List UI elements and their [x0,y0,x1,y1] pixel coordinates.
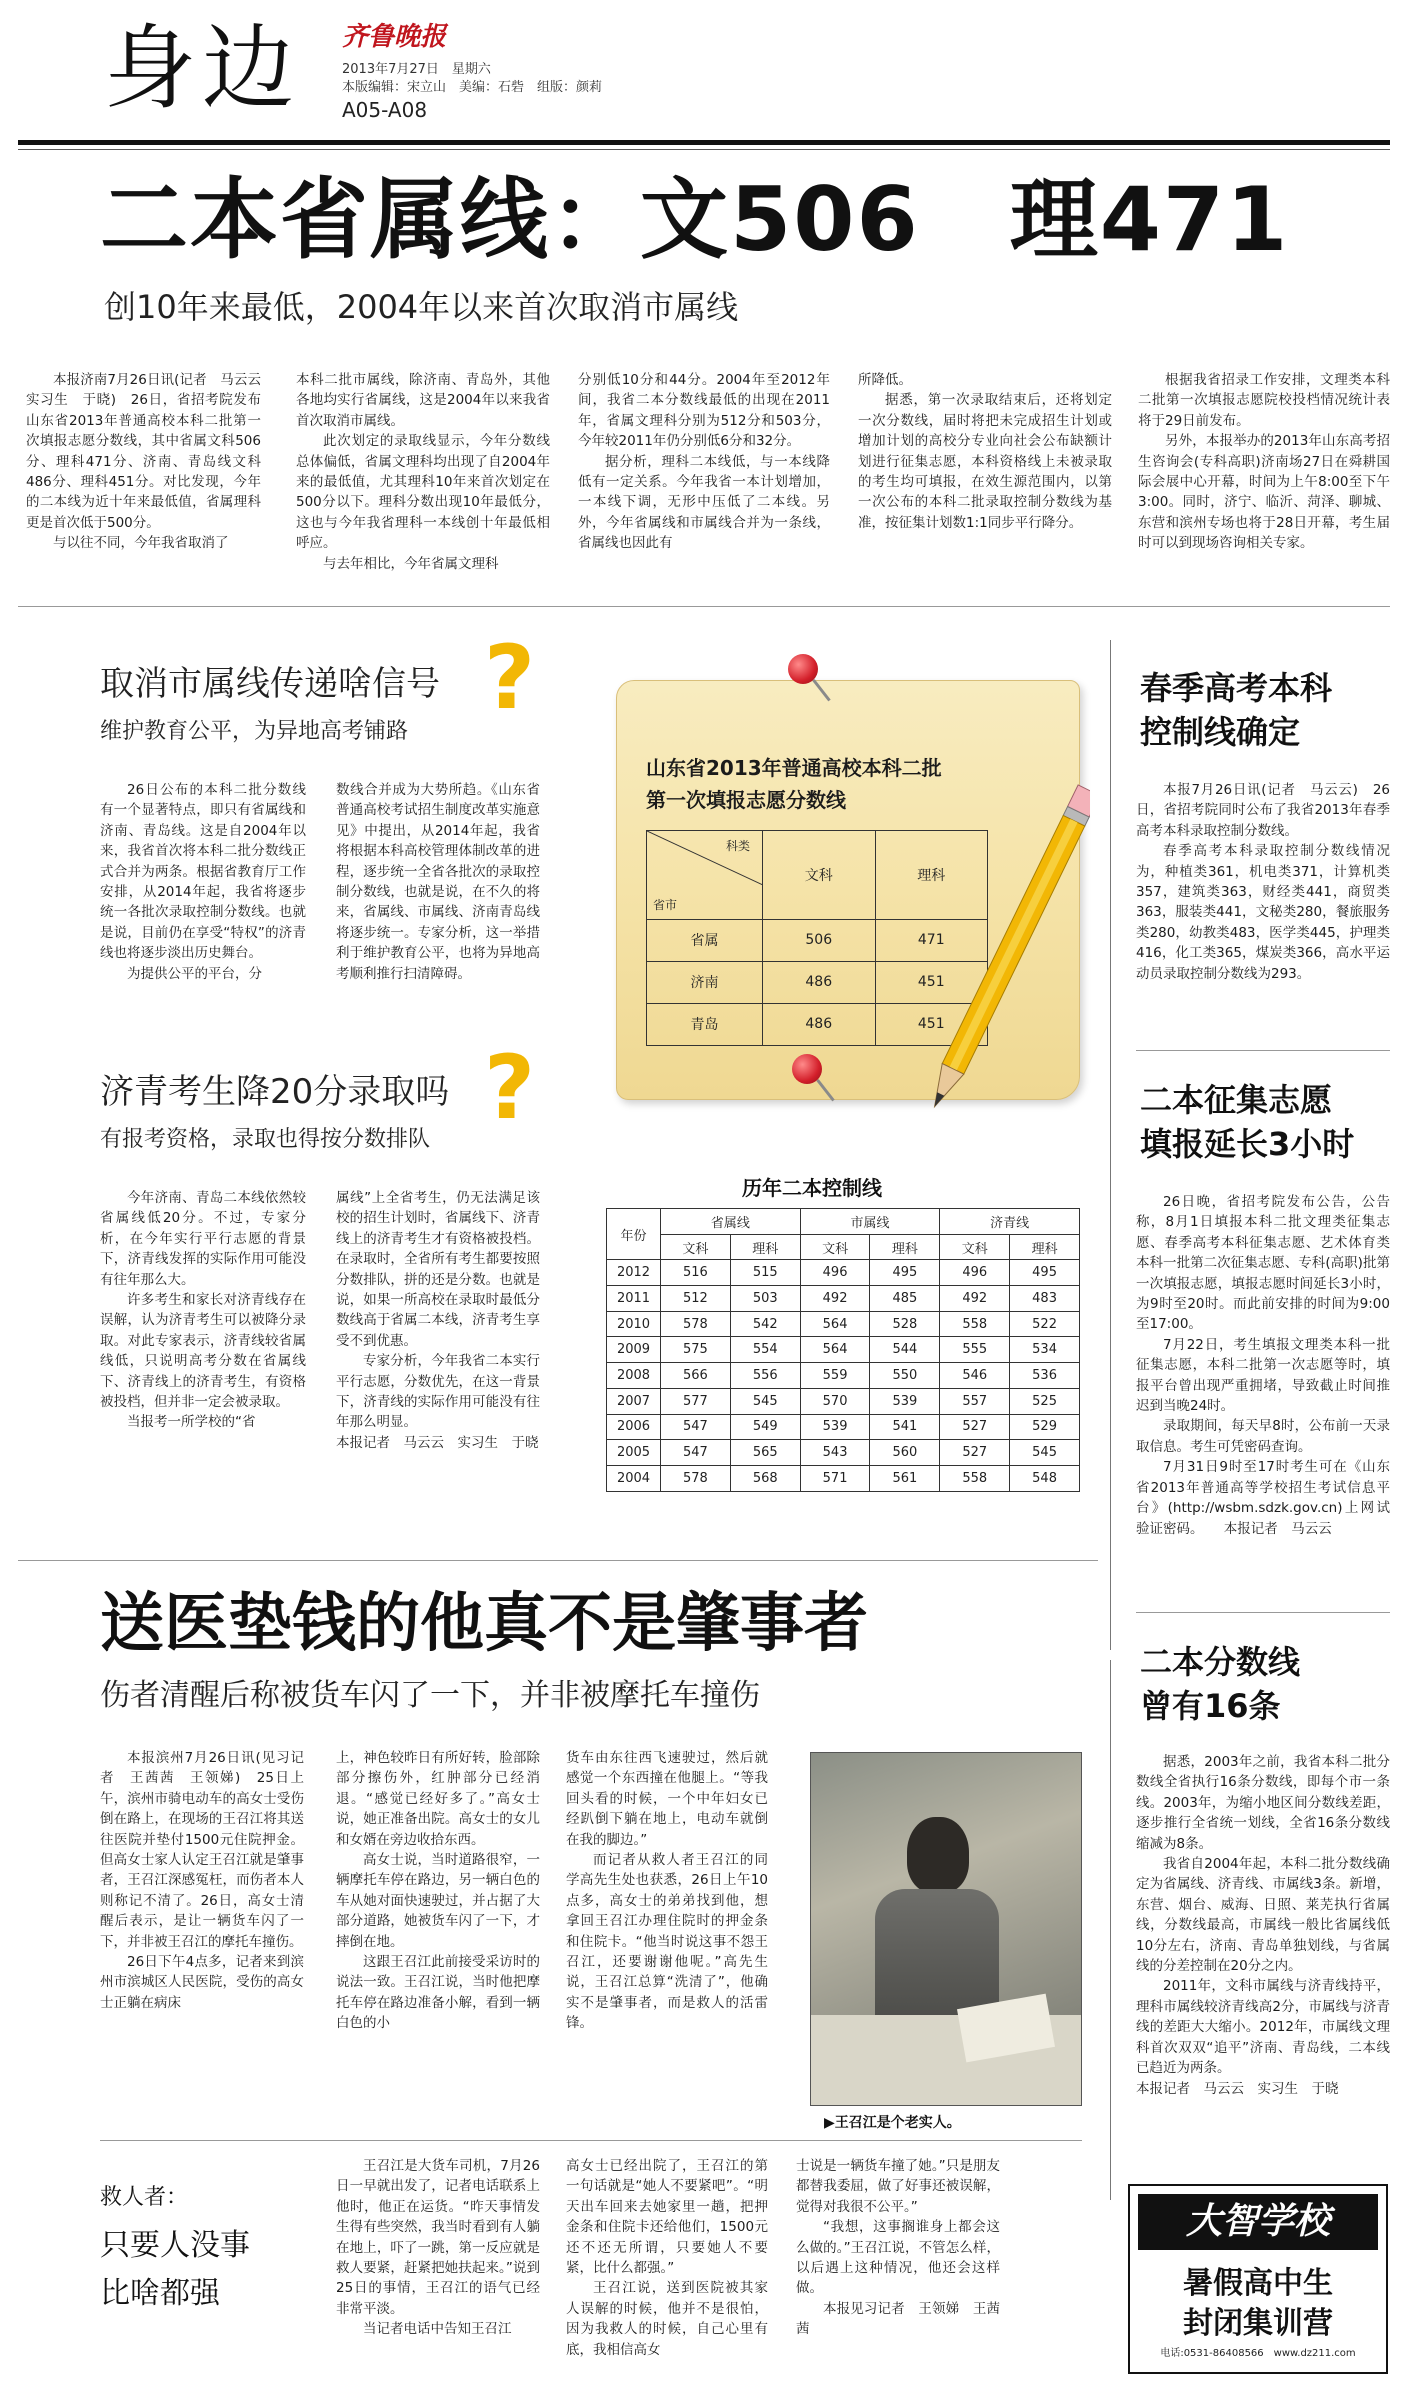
history-value-cell: 539 [800,1414,870,1440]
history-row [607,1311,1080,1337]
story2-column-1: 本报滨州7月26日讯(见习记者 王茜茜 王领娣) 25日上午，滨州市骑电动车的高女士受伤倒在路上，在现场的王召江将其送往医院并垫付1500元住院押金。但高女士家人认定王召江就是肇事者，王召江深感冤枉，而伤者本人则称记不清了。26日，高女士清醒后表示，是让一辆货车闪了一下，并非被王召江的摩托车撞伤。 26日下午4点多，记者来到滨州市滨城区人民医院，受伤的高女士正躺在病床 [100,1750,304,2011]
ad-brand: 大智学校 [1138,2194,1378,2250]
lead-column-5: 根据我省招录工作安排，文理类本科二批第一次填报志愿院校投档情况统计表将于29日前发布。 另外，本报举办的2013年山东高考招生咨询会(专科高职)济南场27日在舜耕国际会展中心开幕，时间为上午8:00至下午3:00。同时，济宁、临沂、菏泽、聊城、东营和滨州专场也将于28日开幕，考生届时可以到现场咨询相关专家。 [1138,372,1390,552]
history-value-cell: 527 [940,1440,1010,1466]
history-table: 年份 省属线 市属线 济青线 文科 理科 文科 理科 文科 理科 2012 516 515 496 495 496 495 2011 512 503 492 485 492 483 2010 578 542 564 528 558 522 2009 575 554 564 544 555 534 2008 566 556 559 550 546 536 2007 577 545 570 539 557 525 2006 547 549 539 541 527 529 2005 547 565 543 560 527 545 2004 578 568 571 561 558 548 [606,1208,1080,1492]
history-value-cell: 495 [870,1260,940,1286]
q1-title: 取消市属线传递啥信号 [100,664,440,704]
story2-bottom-column-2: 高女士已经出院了，王召江的第一句话就是“她人不要紧吧”。“明天出车回来去她家里一趟，把押金条和住院卡还给他们，1500元还不还无所谓，只要她人不要紧，比什么都强。” 王召江说，送到医院被其家人误解的时候，他并不是很怕，因为我救人的时候，自己心里有底，我相信高女 [566,2158,768,2358]
history-year-cell: 2006 [607,1414,661,1440]
history-value-cell: 542 [730,1311,800,1337]
history-value-cell: 559 [800,1363,870,1389]
history-row [607,1337,1080,1363]
history-value-cell: 560 [870,1440,940,1466]
history-year-cell: 2008 [607,1363,661,1389]
photo-person-head [907,1817,969,1893]
lead-subhead: 创10年来最低，2004年以来首次取消市属线 [104,288,739,326]
history-value-cell: 558 [940,1311,1010,1337]
history-value-cell: 496 [940,1260,1010,1286]
score-table-corner: 科类 省市 [647,831,763,920]
ad-contact: 电话:0531-86408566 www.dz211.com [1160,2348,1356,2359]
score-row: 省属 506 471 [647,919,988,961]
story2-bottom-column-3: 士说是一辆货车撞了她。”只是朋友都替我委屈，做了好事还被误解，觉得对我很不公平。” “我想，这事搁谁身上都会这么做的。”王召江说，不管怎么样，以后遇上这种情况，他还会这样做。 本报见习记者 王领娣 王茜茜 [796,2158,1000,2338]
history-value-cell: 578 [661,1465,731,1491]
q1-column-2: 数线合并成为大势所趋。《山东省普通高校考试招生制度改革实施意见》中提出，从2014年起，我省将根据本科高校管理体制改革的进程，逐步统一全省各批次的录取控制分数线，也就是说，在不久的将来，省属线、市属线、济南青岛线将逐步统一。专家分析，这一举措利于维护教育公平，也将为异地高考顺利推行扫清障碍。 [336,782,540,982]
lead-headline: 二本省属线：文506 理471 [100,168,1290,271]
history-value-cell: 496 [800,1260,870,1286]
history-row [607,1286,1080,1312]
sidebar-a3-title: 二本分数线 曾有16条 [1140,1643,1301,1725]
history-value-cell: 536 [1010,1363,1080,1389]
issue-date: 2013年7月27日 星期六 [342,62,491,77]
history-value-cell: 546 [940,1363,1010,1389]
history-value-cell: 550 [870,1363,940,1389]
history-value-cell: 568 [730,1465,800,1491]
history-year-cell: 2010 [607,1311,661,1337]
score-table: 科类 省市 文科 理科 省属 506 471 济南 486 451 青岛 486 451 [646,830,988,1046]
lead-column-3: 分别低10分和44分。2004年至2012年间，我省二本分数线最低的出现在2011年，省属文理科分别为512分和503分，今年较2011年仍分别低6分和32分。 据分析，理科二本线低，与一本线降低有一定关系。今年我省一本计划增加，一本线下调，无形中压低了二本线。另外，今年省属线和市属线合并为一条线，省属线也因此有 [578,372,830,552]
sidebar-divider [1110,640,1111,1650]
photo-caption: ▶王召江是个老实人。 [824,2115,961,2131]
quote-label: 救人者： [100,2185,189,2210]
history-row [607,1465,1080,1491]
history-value-cell: 558 [940,1465,1010,1491]
history-value-cell: 554 [730,1337,800,1363]
history-year-cell: 2005 [607,1440,661,1466]
history-year-cell: 2011 [607,1286,661,1312]
history-value-cell: 515 [730,1260,800,1286]
history-year-cell: 2007 [607,1388,661,1414]
history-value-cell: 485 [870,1286,940,1312]
q2-subtitle: 有报考资格，录取也得按分数排队 [100,1127,431,1152]
history-value-cell: 571 [800,1465,870,1491]
history-value-cell: 549 [730,1414,800,1440]
history-value-cell: 545 [730,1388,800,1414]
sidebar-a1-body: 本报7月26日讯(记者 马云云) 26日，省招考院同时公布了我省2013年春季高考本科录取控制分数线。 春季高考本科录取控制分数线情况为，种植类361，机电类371，计算机类357，建筑类363，财经类441，商贸类363，服装类441，文秘类280，餐旅服务类280，幼教类483，医学类445，护理类416，化工类365，煤炭类366，高水平运动员录取控制分数线为293。 [1136,782,1390,982]
history-value-cell: 561 [870,1465,940,1491]
history-value-cell: 503 [730,1286,800,1312]
history-row [607,1440,1080,1466]
history-year-cell: 2012 [607,1260,661,1286]
masthead-rule [18,140,1390,145]
history-row [607,1363,1080,1389]
pin-icon [784,652,844,712]
history-value-cell: 539 [870,1388,940,1414]
history-value-cell: 577 [661,1388,731,1414]
history-value-cell: 547 [661,1414,731,1440]
history-value-cell: 548 [1010,1465,1080,1491]
sidebar-a1-title: 春季高考本科 控制线确定 [1140,669,1333,751]
history-value-cell: 566 [661,1363,731,1389]
lead-column-1: 本报济南7月26日讯(记者 马云云 实习生 于晓) 26日，省招考院发布山东省2013年普通高校本科二批第一次填报志愿分数线，其中省属文科506分、理科471分、济南、青岛线文科486分、理科451分。对比发现，今年的二本线为近十年来最低值，省属理科更是首次低于500分。 与以往不同，今年我省取消了 [26,372,275,552]
story2-bottom-column-1: 王召江是大货车司机，7月26日一早就出发了，记者电话联系上他时，他正在运货。“昨天事情发生得有些突然，我当时看到有人躺在地上，吓了一跳，第一反应就是救人要紧，赶紧把她扶起来。”说到25日的事情，王召江的语气已经非常平淡。 当记者电话中告知王召江 [336,2158,540,2338]
history-value-cell: 564 [800,1311,870,1337]
editor-credits: 本版编辑：宋立山 美编：石砦 组版：颜莉 [342,80,603,95]
newspaper-logo: 齐鲁晚报 [342,22,447,52]
history-row [607,1260,1080,1286]
quote-line-1: 只要人没事 [100,2228,250,2263]
photo-wang-zhaojiang [810,1752,1082,2106]
story2-top-rule [18,1560,1098,1561]
score-card-title-1: 山东省2013年普通高校本科二批 [646,756,942,780]
history-year-cell: 2009 [607,1337,661,1363]
page-range: A05-A08 [342,98,428,122]
history-value-cell: 492 [940,1286,1010,1312]
pencil-icon [930,762,1090,1142]
q1-column-1: 26日公布的本科二批分数线有一个显著特点，即只有省属线和济南、青岛线。这是自2004年以来，我省首次将本科二批分数线正式合并为两条。根据省教育厅工作安排，从2014年起，我省将逐步统一各批次录取控制分数线。也就是说，目前仍在享受“特权”的济青线也将逐步淡出历史舞台。 为提供公平的平台，分 [100,782,306,982]
history-value-cell: 545 [1010,1440,1080,1466]
sidebar-a2-title: 二本征集志愿 填报延长3小时 [1140,1081,1355,1163]
history-value-cell: 527 [940,1414,1010,1440]
quote-line-2: 比啥都强 [100,2276,220,2311]
history-value-cell: 483 [1010,1286,1080,1312]
history-title: 历年二本控制线 [742,1176,882,1200]
history-value-cell: 555 [940,1337,1010,1363]
history-value-cell: 564 [800,1337,870,1363]
ad-line-2: 封闭集训营 [1183,2306,1333,2341]
sidebar-rule [1136,1050,1390,1051]
history-value-cell: 492 [800,1286,870,1312]
lead-column-4: 所降低。 据悉，第一次录取结束后，还将划定一次分数线，届时将把未完成招生计划或增加计划的高校分专业向社会公布缺额计划进行征集志愿，本科资格线上未被录取的考生均可填报，在效生源范围内，以第一次公布的本科二批录取控制分数线为基准，按征集计划数1:1同步平行降分。 [858,372,1112,531]
sidebar-a3-body: 据悉，2003年之前，我省本科二批分数线全省执行16条分数线，即每个市一条线。2003年，为缩小地区间分数线差距，逐步推行全省统一划线，全省16条分数线缩减为8条。 我省自2004年起，本科二批分数线确定为省属线、济青线、市属线3条。新增，东营、烟台、威海、日照、莱芜执行省属线，分数线最高，市属线一般比省属线低10分左右，济南、青岛单独划线，与省属线的分差控制在20分之内。 2011年，文科市属线与济青线持平，理科市属线较济青线高2分，市属线与济青线的差距大大缩小。2012年，市属线文理科首次双双“追平”济南、青岛线，二本线已趋近为两条。 本报记者 马云云 实习生 于晓 [1136,1754,1390,2097]
ad-box[interactable] [1128,2184,1388,2374]
story2-column-3: 货车由东往西飞速驶过，然后就感觉一个东西撞在他腿上。“等我回头看的时候，一个中年妇女已经趴倒下躺在地上，电动车就倒在我的脚边。” 而记者从救人者王召江的同学高先生处也获悉，26日上午10点多，高女士的弟弟找到他，想拿回王召江办理住院时的押金条和住院卡。“他当时说这事不怨王召江，还要谢谢他呢。”高先生说，王召江总算“洗清了”，他确实不是肇事者，而是救人的活雷锋。 [566,1750,768,2032]
score-row: 青岛 486 451 [647,1003,988,1045]
masthead-rule-thin [18,149,1390,150]
history-year-cell: 2004 [607,1465,661,1491]
story2-column-2: 上，神色较昨日有所好转，脸部除部分擦伤外，红肿部分已经消退。“感觉已经好多了。”高女士说，她正准备出院。高女士的女儿和女婿在旁边收拾东西。 高女士说，当时道路很窄，一辆摩托车停在路边，另一辆白色的车从她对面快速驶过，并占据了大部分道路，她被货车闪了一下，才摔倒在地。 这跟王召江此前接受采访时的说法一致。王召江说，当时他把摩托车停在路边准备小解，看到一辆白色的小 [336,1750,540,2032]
pin-icon [788,1052,848,1112]
history-value-cell: 575 [661,1337,731,1363]
history-value-cell: 534 [1010,1337,1080,1363]
history-value-cell: 525 [1010,1388,1080,1414]
sidebar-a2-body: 26日晚，省招考院发布公告，公告称，8月1日填报本科二批文理类征集志愿、春季高考本科征集志愿、艺术体育类本科一批第二次征集志愿、专科(高职)批第一次填报志愿，填报志愿时间延长3小时，为9时至20时。而此前安排的时间为9:00至17:00。 7月22日，考生填报文理类本科一批征集志愿，本科二批第一次志愿等时，填报平台曾出现严重拥堵，导致截止时间推迟到当晚24时。 录取期间，每天早8时，公布前一天录取信息。考生可凭密码查询。 7月31日9时至17时考生可在《山东省2013年普通高等学校招生考试信息平台》(http://wsbm.sdzk.gov.cn)上网试验证密码。 本报记者 马云云 [1136,1194,1390,1537]
lead-bottom-rule [18,606,1390,607]
history-row [607,1414,1080,1440]
history-value-cell: 547 [661,1440,731,1466]
ad-line-1: 暑假高中生 [1183,2266,1333,2301]
section-title: 身边 [104,15,301,122]
lead-column-2: 本科二批市属线，除济南、青岛外，其他各地均实行省属线，这是2004年以来我省首次取消市属线。 此次划定的录取线显示，今年分数线总体偏低，省属文理科均出现了自2004年来的最低值，尤其理科10年来首次划定在500分以下。理科分数出现10年最低分，这也与今年我省理科一本线创十年最低相呼应。 与去年相比，今年省属文理科 [296,372,550,572]
history-value-cell: 557 [940,1388,1010,1414]
history-value-cell: 578 [661,1311,731,1337]
history-value-cell: 570 [800,1388,870,1414]
sidebar-divider [1110,1660,1111,2200]
story2-subhead: 伤者清醒后称被货车闪了一下，并非被摩托车撞伤 [100,1678,760,1713]
history-value-cell: 556 [730,1363,800,1389]
story2-mid-rule [100,2140,1082,2141]
history-value-cell: 528 [870,1311,940,1337]
sidebar-rule [1136,1612,1390,1613]
history-row [607,1388,1080,1414]
q2-column-2: 属线”上全省考生，仍无法满足该校的招生计划时，省属线下、济青线上的济青考生才有资格被投档。在录取时，全省所有考生都要按照分数排队，拼的还是分数。也就是说，如果一所高校在录取时最低分数线高于省属二本线，济青考生享受不到优惠。 专家分析，今年我省二本实行平行志愿，分数优先，在这一背景下，济青线的实际作用可能没有往年那么明显。 本报记者 马云云 实习生 于晓 [336,1190,540,1451]
story2-headline: 送医垫钱的他真不是肇事者 [100,1587,868,1661]
history-value-cell: 495 [1010,1260,1080,1286]
q2-title: 济青考生降20分录取吗 [100,1072,450,1112]
history-value-cell: 529 [1010,1414,1080,1440]
history-value-cell: 565 [730,1440,800,1466]
question-mark-icon: ? [484,1036,536,1139]
history-value-cell: 512 [661,1286,731,1312]
q2-column-1: 今年济南、青岛二本线依然较省属线低20分。不过，专家分析，在今年实行平行志愿的背景下，济青线发挥的实际作用可能没有往年那么大。 许多考生和家长对济青线存在误解，认为济青考生可以被降分录取。对此专家表示，济青线较省属线低，只说明高考分数在省属线下、济青线上的济青考生，有资格被投档，但并非一定会被录取。 当报考一所学校的“省 [100,1190,306,1431]
history-value-cell: 516 [661,1260,731,1286]
score-row: 济南 486 451 [647,961,988,1003]
history-value-cell: 522 [1010,1311,1080,1337]
history-value-cell: 544 [870,1337,940,1363]
history-value-cell: 543 [800,1440,870,1466]
score-card-title-2: 第一次填报志愿分数线 [646,788,846,812]
history-value-cell: 541 [870,1414,940,1440]
question-mark-icon: ? [484,626,536,729]
q1-subtitle: 维护教育公平，为异地高考铺路 [100,719,409,744]
